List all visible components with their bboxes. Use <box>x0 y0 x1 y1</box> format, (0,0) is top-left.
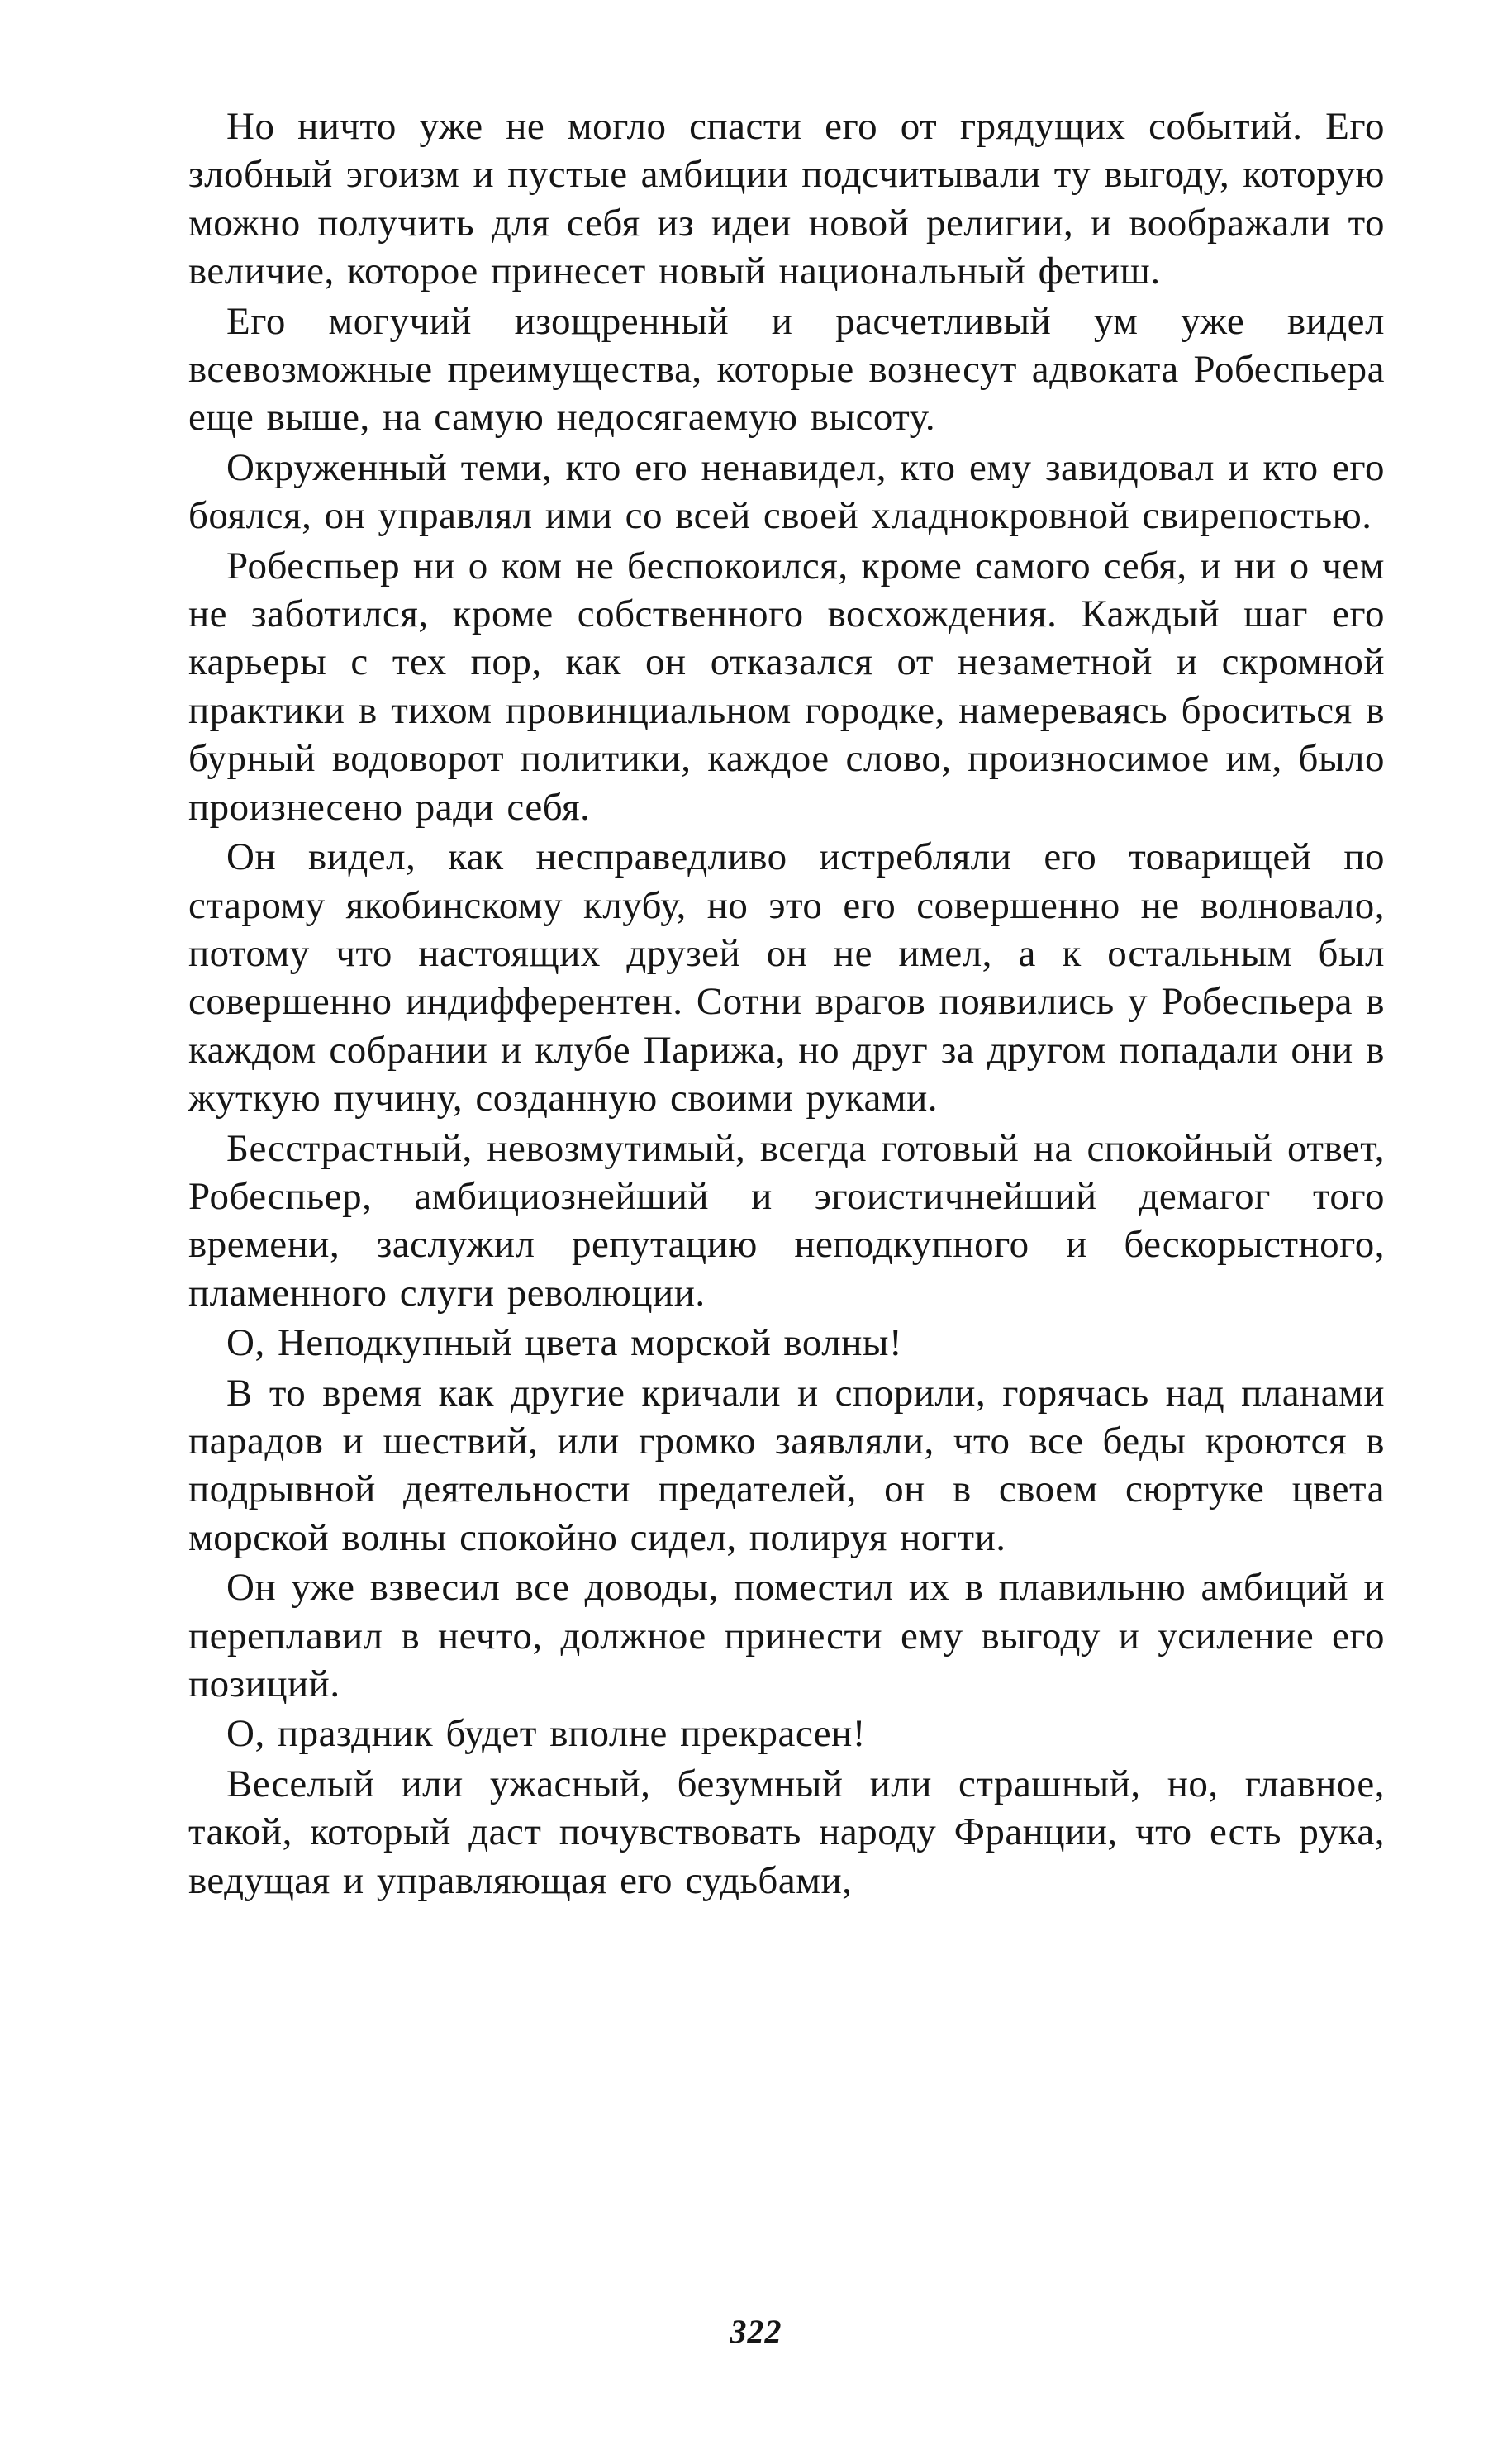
paragraph: Окруженный теми, кто его ненавидел, кто ему завидовал и кто его боялся, он управлял ими со всей своей хладнокровной свирепостью. <box>188 445 1385 538</box>
paragraph: В то время как другие кричали и спорили, горячась над планами парадов и шествий, или громко заявляли, что все беды кроются в подрывной деятельности предателей, он в своем сюртуке цвета морской волны спокойно сидел, полируя ногти. <box>188 1371 1385 1559</box>
paragraph: О, Неподкупный цвета морской волны! <box>226 1321 903 1365</box>
paragraph: Бесстрастный, невозмутимый, всегда готовый на спокойный ответ, Робеспьер, амбициознейший и эгоистичнейший демагог того времени, заслужил репутацию неподкупного и бескорыстного, пламенного слуги революции. <box>188 1126 1385 1315</box>
paragraph: Он уже взвесил все доводы, поместил их в плавильню амбиций и переплавил в нечто, должное принести ему выгоду и усиление его позиций. <box>188 1566 1385 1705</box>
body-text <box>188 102 1385 1906</box>
paragraph: Но ничто уже не могло спасти его от грядущих событий. Его злобный эгоизм и пустые амбиции подсчитывали ту выгоду, которую можно получить для себя из идеи новой религии, и воображали то величие, которое принесет новый национальный фетиш. <box>188 105 1385 293</box>
paragraph: Его могучий изощренный и расчетливый ум уже видел всевозможные преимущества, которые вознесут адвоката Робеспьера еще выше, на самую недосягаемую высоту. <box>188 299 1385 440</box>
paragraph: Веселый или ужасный, безумный или страшный, но, главное, такой, который даст почувствовать народу Франции, что есть рука, ведущая и управляющая его судьбами, <box>188 1762 1385 1902</box>
paragraph: Робеспьер ни о ком не беспокоился, кроме самого себя, и ни о чем не заботился, кроме собственного восхождения. Каждый шаг его карьеры с тех пор, как он отказался от незаметной и скромной практики в тихом провинциальном городке, намереваясь броситься в бурный водоворот политики, каждое слово, произносимое им, было произнесено ради себя. <box>188 544 1385 829</box>
paragraph: О, праздник будет вполне прекрасен! <box>226 1712 866 1756</box>
page-number: 322 <box>730 2313 782 2350</box>
paragraph: Он видел, как несправедливо истребляли его товарищей по старому якобинскому клубу, но это его совершенно не волновало, потому что настоящих друзей он не имел, а к остальным был совершенно индифферентен. Сотни врагов появились у Робеспьера в каждом собрании и клубе Парижа, но друг за другом попадали они в жуткую пучину, созданную своими руками. <box>188 835 1385 1120</box>
